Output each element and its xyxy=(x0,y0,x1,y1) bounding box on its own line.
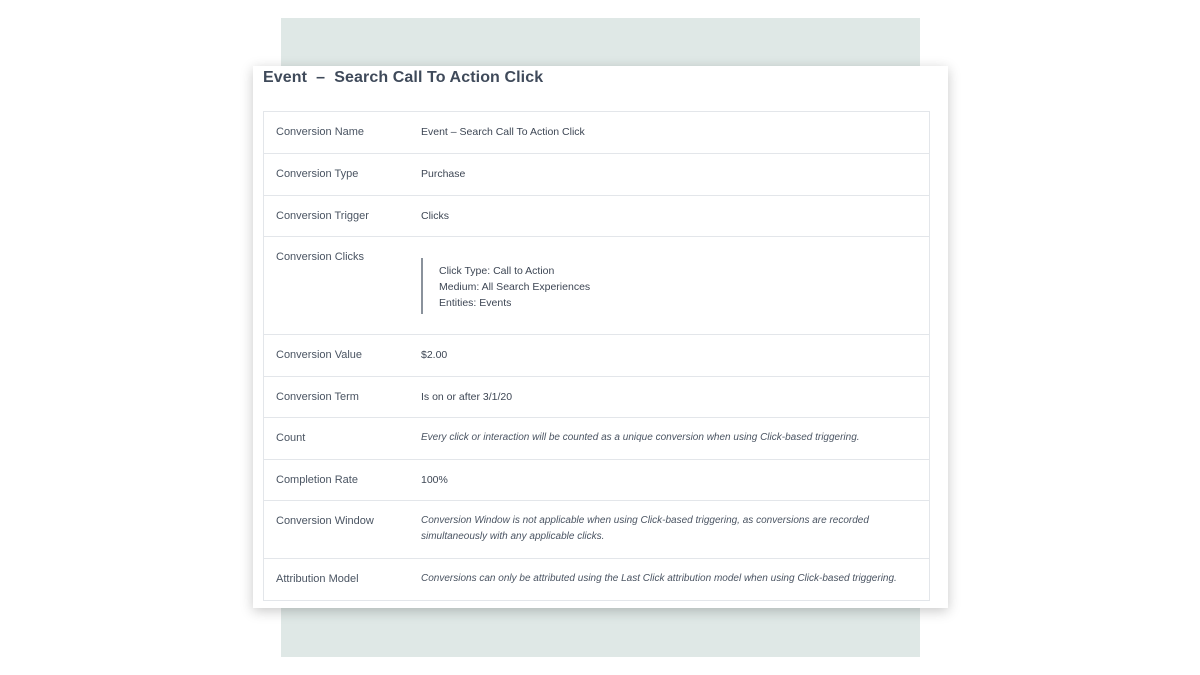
row-label: Attribution Model xyxy=(276,573,359,585)
row-value: 100% xyxy=(421,474,448,486)
row-conversion-window xyxy=(264,501,929,559)
row-value: Event – Search Call To Action Click xyxy=(421,126,585,138)
row-value: Clicks xyxy=(421,210,449,222)
row-label: Conversion Type xyxy=(276,168,359,180)
row-label: Conversion Clicks xyxy=(276,251,365,263)
row-label: Conversion Trigger xyxy=(276,210,369,222)
row-label: Conversion Value xyxy=(276,349,363,361)
row-value: Every click or interaction will be counted as a unique conversion when using Click-based triggering. xyxy=(421,432,860,443)
row-conversion-trigger xyxy=(264,196,929,237)
click-type-line: Click Type: Call to Action xyxy=(439,265,555,277)
row-attribution-model xyxy=(264,559,929,600)
details-table xyxy=(263,111,930,601)
row-value: Is on or after 3/1/20 xyxy=(421,391,513,403)
row-value: $2.00 xyxy=(421,349,448,361)
entities-line: Entities: Events xyxy=(439,297,512,309)
card-title: Event – Search Call To Action Click xyxy=(263,69,544,86)
row-conversion-type xyxy=(264,154,929,196)
row-label: Conversion Term xyxy=(276,391,359,403)
row-conversion-clicks xyxy=(264,237,929,335)
row-label: Completion Rate xyxy=(276,474,358,486)
row-completion-rate xyxy=(264,460,929,501)
row-label: Conversion Window xyxy=(276,515,374,527)
row-value: Conversions can only be attributed using the Last Click attribution model when using Click-based triggering. xyxy=(421,573,897,584)
row-conversion-term xyxy=(264,377,929,418)
clicks-details-block xyxy=(421,258,590,314)
row-conversion-value xyxy=(264,335,929,377)
medium-line: Medium: All Search Experiences xyxy=(439,281,591,293)
row-count xyxy=(264,418,929,460)
row-conversion-name xyxy=(264,112,929,154)
row-label: Count xyxy=(276,432,306,444)
row-value: Conversion Window is not applicable when using Click-based triggering, as conversions are recorded simultaneously with any applicable clicks. xyxy=(421,515,869,542)
conversion-details-card xyxy=(253,66,948,608)
row-value: Purchase xyxy=(421,168,466,180)
row-label: Conversion Name xyxy=(276,126,365,138)
